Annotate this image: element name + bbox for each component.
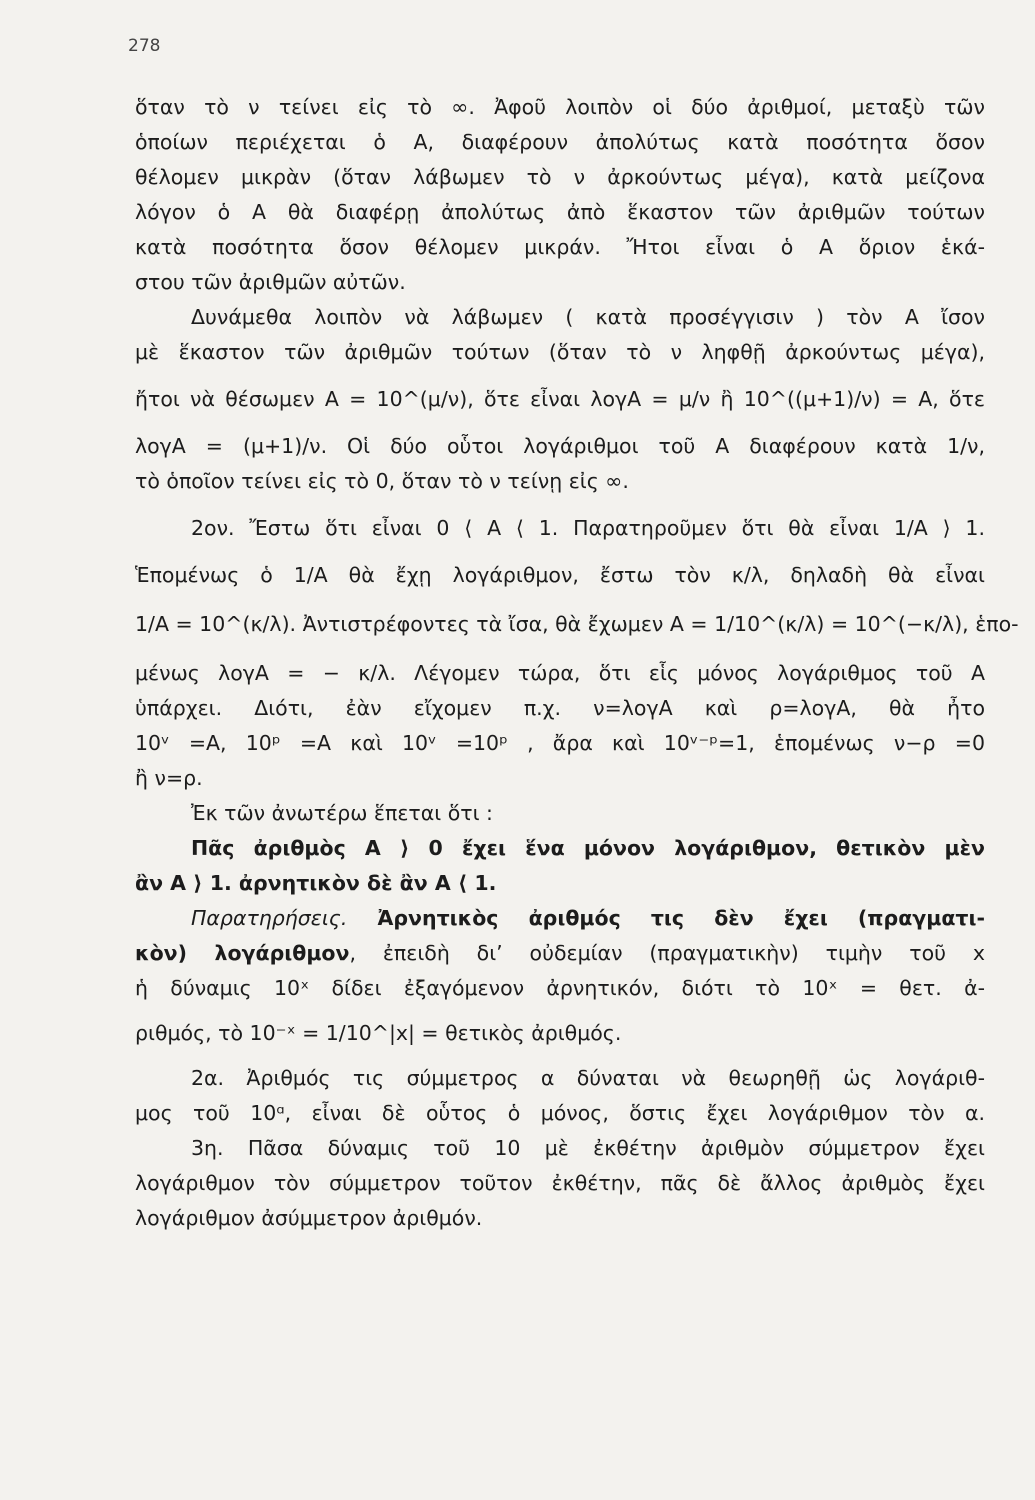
text-line: μὲ ἕκαστον τῶν ἀριθμῶν τούτων (ὅταν τὸ ν ληφθῇ ἀρκούντως μέγα), <box>135 340 985 364</box>
theorem-line: Πᾶς ἀριθμὸς Α ⟩ 0 ἔχει ἕνα μόνον λογάριθμον, θετικὸν μὲν <box>191 836 985 860</box>
theorem-line: ἂν Α ⟩ 1. ἀρνητικὸν δὲ ἂν Α ⟨ 1. <box>135 871 497 895</box>
text-line: στου τῶν ἀριθμῶν αὐτῶν. <box>135 270 406 294</box>
remarks-heading: Παρατηρήσεις. <box>191 906 348 930</box>
formula-line: 2ον. Ἔστω ὅτι εἶναι 0 ⟨ Α ⟨ 1. Παρατηροῦμεν ὅτι θὰ εἶναι 1/Α ⟩ 1. <box>191 516 985 540</box>
remarks-line <box>135 901 985 936</box>
text-line: λογάριθμον ἀσύμμετρον ἀριθμόν. <box>135 1206 483 1230</box>
text-line: ὑπάρχει. Διότι, ἐὰν εἴχομεν π.χ. ν=λογΑ καὶ ρ=λογΑ, θὰ ἦτο <box>135 696 985 720</box>
text-line <box>135 936 985 971</box>
text-line: 2α. Ἀριθμός τις σύμμετρος α δύναται νὰ θεωρηθῇ ὡς λογάριθ- <box>191 1066 985 1090</box>
formula-line: μένως λογΑ = − κ/λ. Λέγομεν τώρα, ὅτι εἷς μόνος λογάριθμος τοῦ Α <box>135 661 985 685</box>
formula-line: 1/Α = 10^(κ/λ). Ἀντιστρέφοντες τὰ ἴσα, θὰ ἔχωμεν Α = 1/10^(κ/λ) = 10^(−κ/λ), ἑπο- <box>135 612 1019 636</box>
remarks-text: , ἐπειδὴ δι’ οὐδεμίαν (πραγματικὴν) τιμὴν τοῦ x <box>349 941 985 965</box>
text-line: ἡ δύναμις 10ˣ δίδει ἐξαγόμενον ἀρνητικόν, διότι τὸ 10ˣ = θετ. ἀ- <box>135 976 985 1000</box>
text-line: 3η. Πᾶσα δύναμις τοῦ 10 μὲ ἐκθέτην ἀριθμὸν σύμμετρον ἔχει <box>191 1136 985 1160</box>
formula-line: ριθμός, τὸ 10⁻ˣ = 1/10^|x| = θετικὸς ἀριθμός. <box>135 1021 622 1045</box>
text-line: ἢ ν=ρ. <box>135 766 203 790</box>
text-line: κατὰ ποσότητα ὅσον θέλομεν μικράν. Ἤτοι εἶναι ὁ Α ὅριον ἑκά- <box>135 235 985 259</box>
remarks-statement: κὸν) λογάριθμον <box>135 941 350 965</box>
text-line: λογάριθμον τὸν σύμμετρον τοῦτον ἐκθέτην, πᾶς δὲ ἄλλος ἀριθμὸς ἔχει <box>135 1171 985 1195</box>
text-line: Ἐκ τῶν ἀνωτέρω ἕπεται ὅτι : <box>191 801 493 825</box>
formula-line: λογΑ = (μ+1)/ν. Οἱ δύο οὗτοι λογάριθμοι τοῦ Α διαφέρουν κατὰ 1/ν, <box>135 434 985 458</box>
page-number: 278 <box>128 36 161 56</box>
text-line: ὅταν τὸ ν τείνει εἰς τὸ ∞. Ἀφοῦ λοιπὸν οἱ δύο ἀριθμοί, μεταξὺ τῶν <box>135 95 985 119</box>
text-line: τὸ ὁποῖον τείνει εἰς τὸ 0, ὅταν τὸ ν τείνῃ εἰς ∞. <box>135 469 629 493</box>
formula-line: ἤτοι νὰ θέσωμεν Α = 10^(μ/ν), ὅτε εἶναι λογΑ = μ/ν ἢ 10^((μ+1)/ν) = Α, ὅτε <box>135 387 985 411</box>
text-line: λόγον ὁ Α θὰ διαφέρῃ ἀπολύτως ἀπὸ ἕκαστον τῶν ἀριθμῶν τούτων <box>135 200 985 224</box>
text-line: Δυνάμεθα λοιπὸν νὰ λάβωμεν ( κατὰ προσέγγισιν ) τὸν Α ἴσον <box>191 305 985 329</box>
remarks-statement: Ἀρνητικὸς ἀριθμός τις δὲν ἔχει (πραγματι- <box>347 906 985 930</box>
text-line: ὁποίων περιέχεται ὁ Α, διαφέρουν ἀπολύτως κατὰ ποσότητα ὅσον <box>135 130 985 154</box>
page-body <box>135 90 1019 1236</box>
formula-line: Ἑπομένως ὁ 1/Α θὰ ἔχῃ λογάριθμον, ἔστω τὸν κ/λ, δηλαδὴ θὰ εἶναι <box>135 563 985 587</box>
text-line: θέλομεν μικρὰν (ὅταν λάβωμεν τὸ ν ἀρκούντως μέγα), κατὰ μείζονα <box>135 165 985 189</box>
text-line: 10ᵛ =Α, 10ᵖ =Α καὶ 10ᵛ =10ᵖ , ἄρα καὶ 10ᵛ⁻ᵖ=1, ἑπομένως ν−ρ =0 <box>135 731 985 755</box>
text-line: μος τοῦ 10ᵅ, εἶναι δὲ οὗτος ὁ μόνος, ὅστις ἔχει λογάριθμον τὸν α. <box>135 1101 985 1125</box>
